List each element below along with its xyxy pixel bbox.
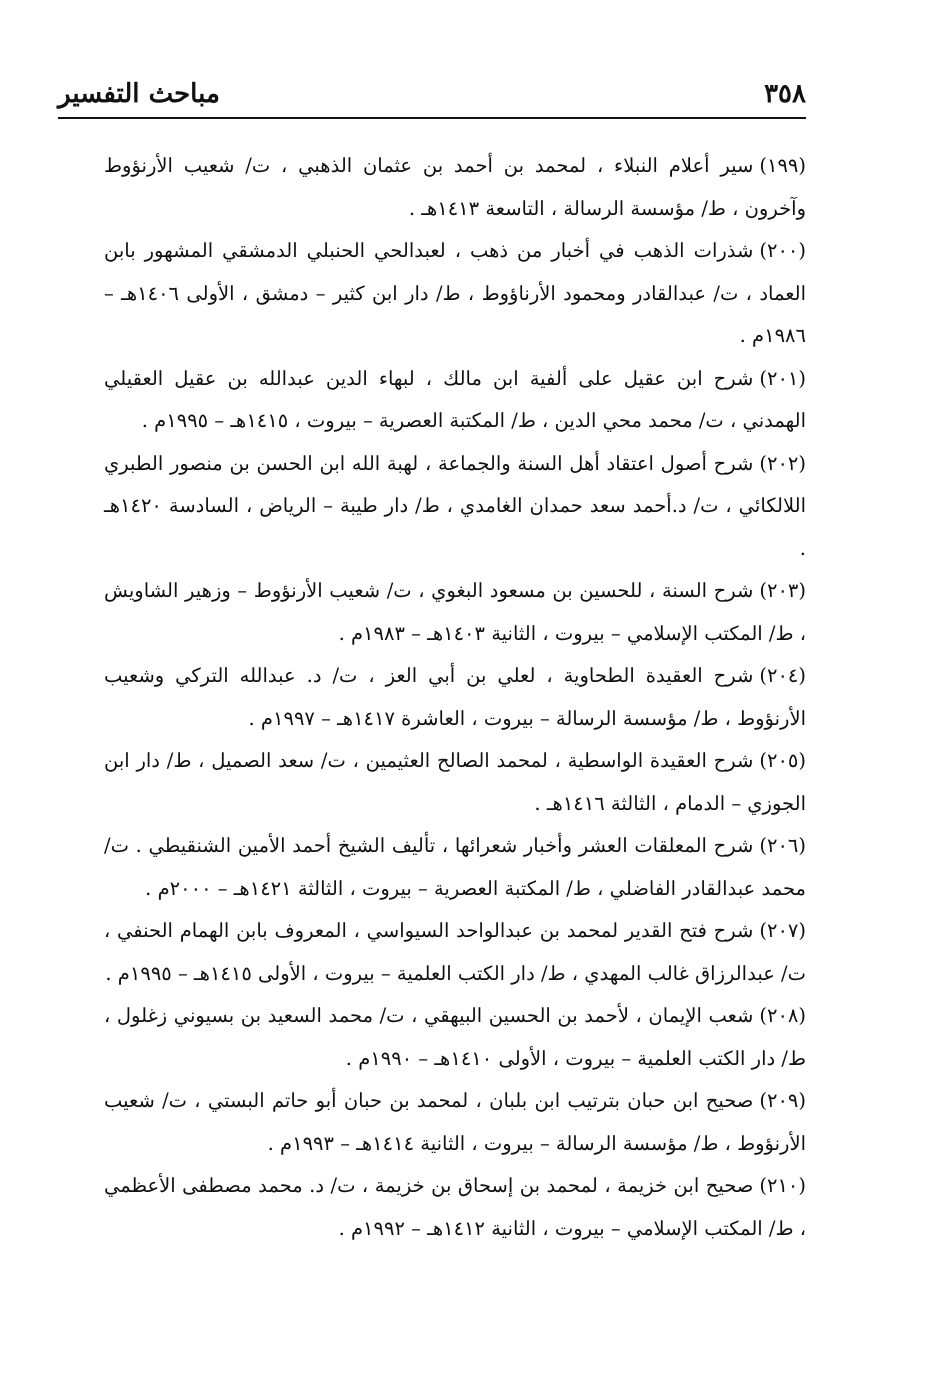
page-number: ٣٥٨ xyxy=(764,79,806,109)
entry-number: (٢٠٢) xyxy=(759,451,806,475)
bibliography-entry xyxy=(62,740,806,825)
bibliography-entry xyxy=(62,825,806,910)
entry-text: شعب الإيمان ، لأحمد بن الحسين البيهقي ، ت/ محمد السعيد بن بسيوني زغلول ، ط/ دار الكتب العلمية – بيروت ، الأولى ١٤١٠هـ – ١٩٩٠م . xyxy=(104,1004,806,1070)
entry-number: (٢٠٩) xyxy=(759,1089,806,1112)
entry-number: (٢٠٧) xyxy=(759,919,806,942)
entry-text: شرح العقيدة الطحاوية ، لعلي بن أبي العز ، ت/ د. عبدالله التركي وشعيب الأرنؤوط ، ط/ مؤسسة الرسالة – بيروت ، العاشرة ١٤١٧هـ – ١٩٩٧م . xyxy=(104,664,806,730)
entry-text: شرح فتح القدير لمحمد بن عبدالواحد السيواسي ، المعروف بابن الهمام الحنفي ، ت/ عبدالرزاق غالب المهدي ، ط/ دار الكتب العلمية – بيروت ، الأولى ١٤١٥هـ – ١٩٩٥م . xyxy=(104,919,806,985)
entry-number: (١٩٩) xyxy=(759,154,806,177)
entry-text: سير أعلام النبلاء ، لمحمد بن أحمد بن عثمان الذهبي ، ت/ شعيب الأرنؤوط وآخرون ، ط/ مؤسسة الرسالة ، التاسعة ١٤١٣هـ . xyxy=(104,154,806,220)
entry-text: شرح العقيدة الواسطية ، لمحمد الصالح العثيمين ، ت/ سعد الصميل ، ط/ دار ابن الجوزي – الدمام ، الثالثة ١٤١٦هـ . xyxy=(104,749,806,815)
entry-number: (٢٠١) xyxy=(759,366,806,390)
bibliography-entry xyxy=(62,145,806,230)
entry-number: (٢٠٠) xyxy=(759,239,806,262)
entry-number: (٢٠٦) xyxy=(759,834,806,857)
entry-text: شرح أصول اعتقاد أهل السنة والجماعة ، لهبة الله ابن الحسن بن منصور الطبري اللالكائي ، ت/ د.أحمد سعد حمدان الغامدي ، ط/ دار طيبة – الرياض ، السادسة ١٤٢٠هـ . xyxy=(104,451,806,560)
bibliography-list xyxy=(62,145,806,1250)
bibliography-entry xyxy=(62,995,806,1080)
entry-number: (٢١٠) xyxy=(759,1174,806,1197)
bibliography-entry xyxy=(62,230,806,358)
entry-text: شرح ابن عقيل على ألفية ابن مالك ، لبهاء الدين عبدالله بن عقيل العقيلي الهمدني ، ت/ محمد محي الدين ، ط/ المكتبة العصرية – بيروت ، ١٤١٥هـ – ١٩٩٥م . xyxy=(104,366,806,432)
entry-text: صحيح ابن حبان بترتيب ابن بلبان ، لمحمد بن حبان أبو حاتم البستي ، ت/ شعيب الأرنؤوط ، ط/ مؤسسة الرسالة – بيروت ، الثانية ١٤١٤هـ – ١٩٩٣م . xyxy=(104,1089,806,1155)
bibliography-entry xyxy=(62,1080,806,1165)
entry-number: (٢٠٨) xyxy=(759,1004,806,1027)
entry-number: (٢٠٥) xyxy=(759,749,806,772)
entry-text: شرح المعلقات العشر وأخبار شعرائها ، تأليف الشيخ أحمد الأمين الشنقيطي . ت/ محمد عبدالقادر الفاضلي ، ط/ المكتبة العصرية – بيروت ، الثالثة ١٤٢١هـ – ٢٠٠٠م . xyxy=(104,834,806,900)
entry-text: شرح السنة ، للحسين بن مسعود البغوي ، ت/ شعيب الأرنؤوط – وزهير الشاويش ، ط/ المكتب الإسلامي – بيروت ، الثانية ١٤٠٣هـ – ١٩٨٣م . xyxy=(104,579,806,645)
bibliography-entry xyxy=(62,358,806,443)
running-title: مباحث التفسير xyxy=(58,79,220,109)
bibliography-entry xyxy=(62,1165,806,1250)
entry-number: (٢٠٤) xyxy=(759,664,806,687)
bibliography-entry xyxy=(62,570,806,655)
entry-text: شذرات الذهب في أخبار من ذهب ، لعبدالحي الحنبلي الدمشقي المشهور بابن العماد ، ت/ عبدالقادر ومحمود الأرناؤوط ، ط/ دار ابن كثير – دمشق ، الأولى ١٤٠٦هـ – ١٩٨٦م . xyxy=(104,239,807,347)
bibliography-entry xyxy=(62,443,806,571)
entry-number: (٢٠٣) xyxy=(759,579,806,602)
bibliography-entry xyxy=(62,910,806,995)
entry-text: صحيح ابن خزيمة ، لمحمد بن إسحاق بن خزيمة ، ت/ د. محمد مصطفى الأعظمي ، ط/ المكتب الإسلامي – بيروت ، الثانية ١٤١٢هـ – ١٩٩٢م . xyxy=(104,1174,806,1240)
page-header xyxy=(58,74,806,118)
bibliography-entry xyxy=(62,655,806,740)
header-divider xyxy=(58,117,806,119)
